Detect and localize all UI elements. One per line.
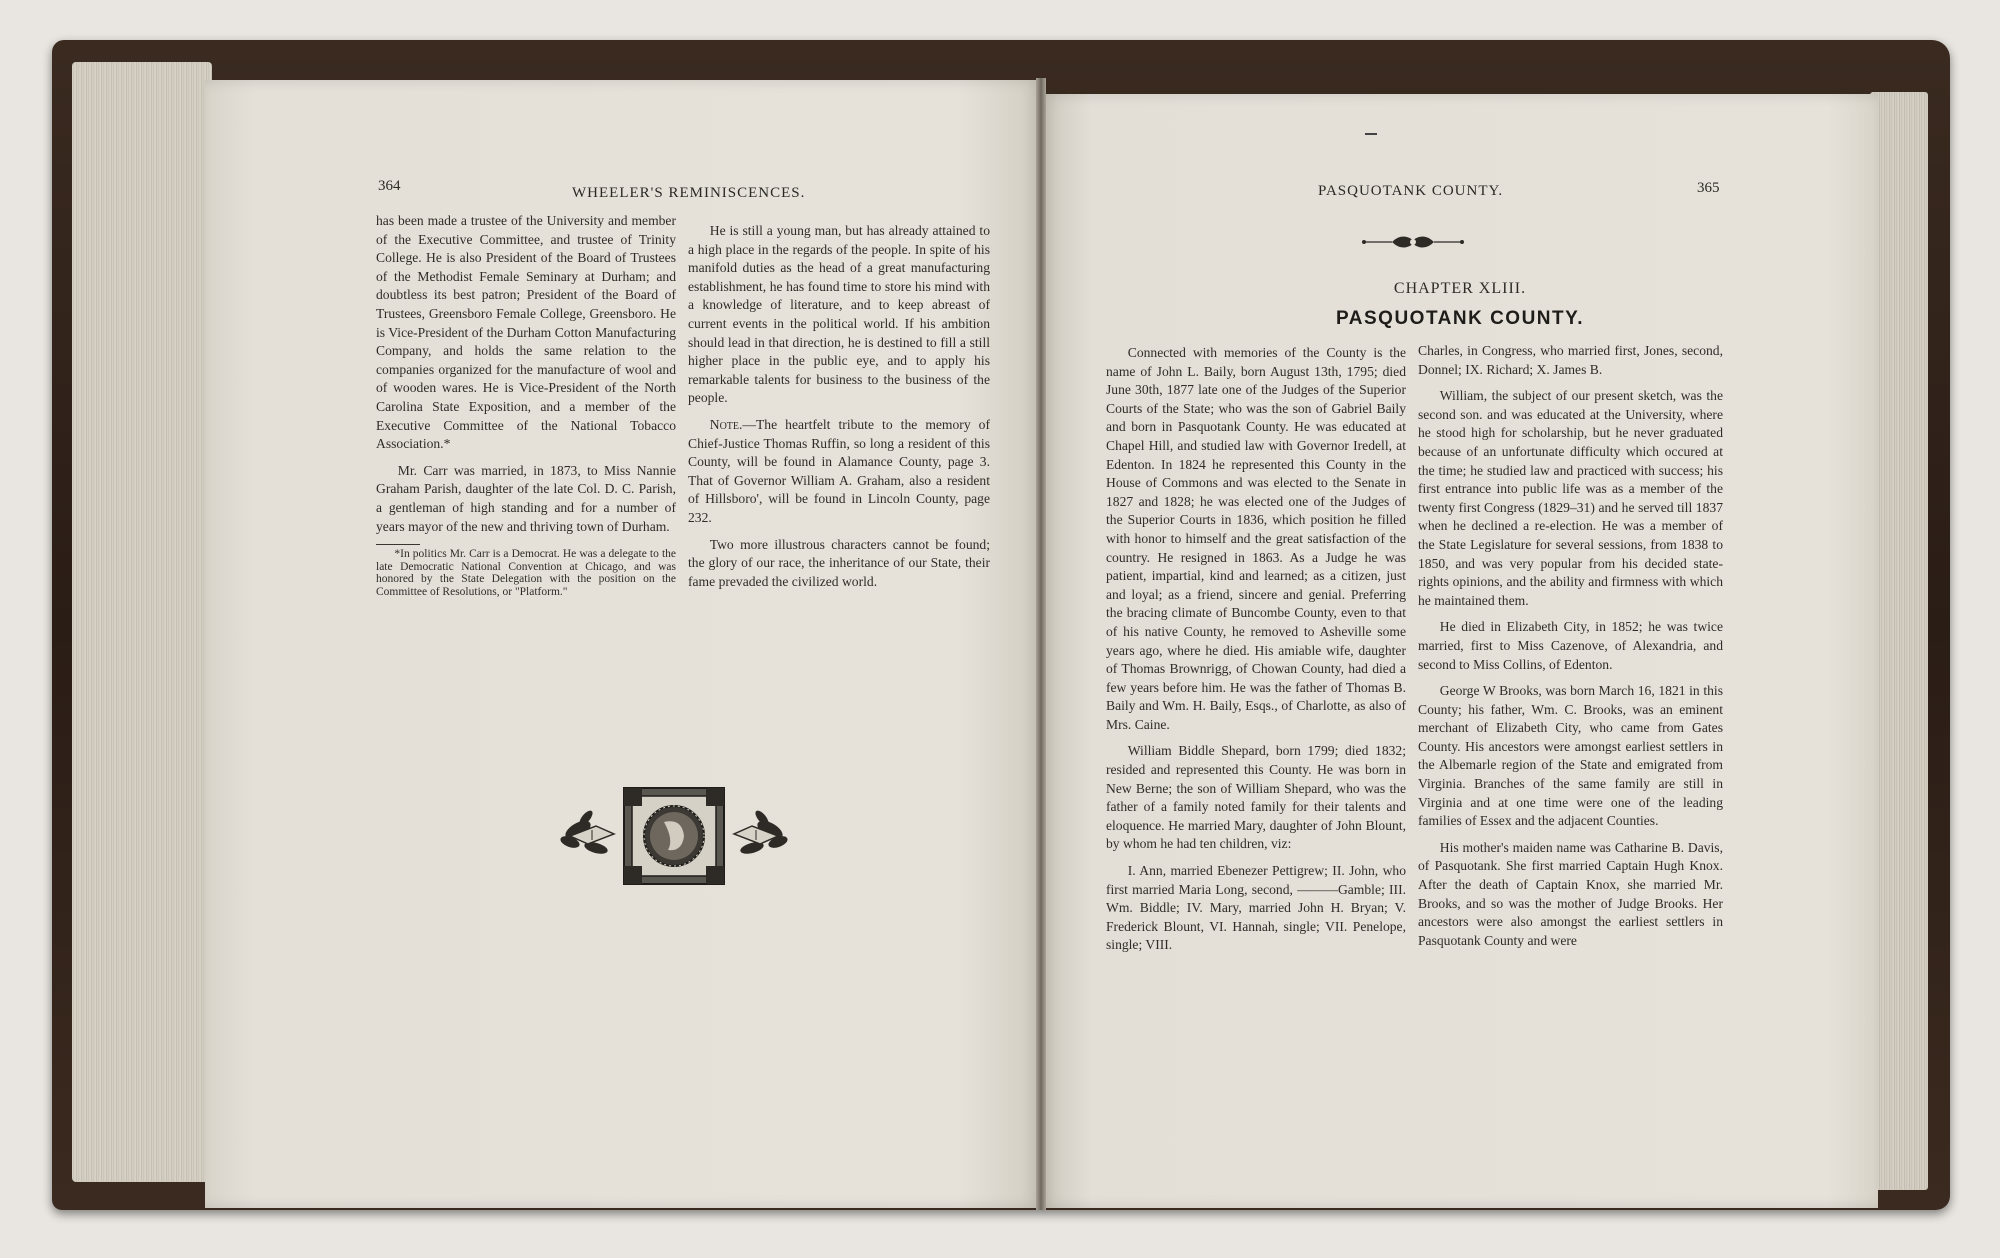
paragraph: George W Brooks, was born March 16, 1821 in this County; his father, Wm. C. Brooks, was an eminent merchant of Elizabeth City, who came from Gates County. His ancestors were amongst earliest settlers in the Albemarle region of the State and emigrated from Virginia. Branches of the same family are still in Virginia and at one time were one of the leading families of Essex and the adjacent Counties. [1418,683,1723,829]
tailpiece-vignette-ornament [556,782,792,888]
chapter-title: PASQUOTANK COUNTY. [1336,308,1584,329]
chapter-number: CHAPTER XLIII. [1393,280,1527,297]
paragraph: He is still a young man, but has already attained to a high place in the regards of the people. In spite of his manifold duties as the head of a great manufacturing establishment, he has found time to store his mind with a knowledge of literature, and to keep abreast of current events in the political world. If his ambition should lead in that direction, he is destined to fill a still higher place in the public eye, and to apply his remarkable talents for business to the business of the people. [688,223,990,406]
paragraph: His mother's maiden name was Catharine B. Davis, of Pasquotank. She first married Captain Hugh Knox. After the death of Captain Knox, she married Mr. Brooks, and so was the mother of Judge Brooks. Her ancestors were also amongst the earliest settlers in Pasquotank County and were [1418,839,1723,948]
right-page-column-2 [1418,342,1723,958]
left-running-head: WHEELER'S REMINISCENCES. [572,185,806,201]
paragraph: Mr. Carr was married, in 1873, to Miss Nannie Graham Parish, daughter of the late Col. D. C. Parish, a gentleman of high standing and for a number of years mayor of the new and thriving town of Durham. [376,462,676,534]
footnote: *In politics Mr. Carr is a Democrat. He was a delegate to the late Democratic National Convention at Chicago, and was honored by the State Delegation with the position on the Committee of Resolutions, or "Platform." [376,548,676,598]
note-text: —The heartfelt tribute to the memory of Chief-Justice Thomas Ruffin, so long a resident of this County, will be found in Alamance County, page 3. That of Governor William A. Graham, also a resident of Hillsboro', will be found in Lincoln County, page 232. [688,416,990,525]
printer-mark [1365,133,1377,135]
paragraph: William, the subject of our present sketch, was the second son. and was educated at the University, where he stood high for scholarship, but he never graduated because of an unfortunate difficulty which occured at the time; he studied law and practiced with success; his first entrance into public life was as a member of the twenty first Congress (1829–31) and he served till 1837 when he declined a re-election. He was a member of the State Legislature for several sessions, from 1838 to 1850, and was very popular from his decided state-rights opinions, and the ability and firmness with which he maintained them. [1418,388,1723,608]
note-paragraph [688,416,990,528]
paragraph: He died in Elizabeth City, in 1852; he was twice married, first to Miss Cazenove, of Alexandria, and second to Miss Collins, of Edenton. [1418,619,1723,672]
footnote-rule [376,544,420,545]
left-page-column-1 [376,212,676,606]
paragraph: Charles, in Congress, who married first, Jones, second, Donnel; IX. Richard; X. James B. [1418,343,1723,377]
paragraph: has been made a trustee of the University and member of the Executive Committee, and trustee of Trinity College. He is also President of the Board of Trustees of the Methodist Female Seminary at Durham; and doubtless its best patron; President of the Board of Trustees, Greensboro Female College, Greensboro. He is Vice-President of the Durham Cotton Manufacturing Company, and holds the same relation to the companies organized for the manufacture of wool and of wooden wares. He is Vice-President of the North Carolina State Exposition, and a member of the Executive Committee of the National Tobacco Association.* [376,213,676,452]
right-page-column-1 [1106,344,1406,963]
left-page-number: 364 [378,178,401,194]
page-edges-right [1870,92,1928,1190]
right-running-head: PASQUOTANK COUNTY. [1318,183,1504,199]
page-edges-left [72,62,212,1182]
chapter-head-ornament [1362,232,1464,252]
note-label: Note. [709,416,743,432]
book-gutter [1036,78,1046,1210]
paragraph: William Biddle Shepard, born 1799; died 1832; resided and represented this County. He was born in New Berne; the son of William Shepard, who was the father of a family noted family for their talents and eloquence. He married Mary, daughter of John Blount, by whom he had ten children, viz: [1106,743,1406,852]
paragraph: Two more illustrous characters cannot be found; the glory of our race, the inheritance of our State, their fame prevaded the civilized world. [688,536,990,589]
right-page-number: 365 [1697,180,1720,196]
paragraph: Connected with memories of the County is the name of John L. Baily, born August 13th, 1795; died June 30th, 1877 late one of the Judges of the Superior Courts of the State; who was the son of Gabriel Baily and born in Pasquotank County. He was educated at Chapel Hill, and studied law with Governor Iredell, at Edenton. In 1824 he represented this County in the House of Commons and was elected to the Senate in 1827 and 1828; he was elected one of the Judges of the Superior Courts in 1836, which position he filled with honor to himself and the great satisfaction of the country. He resigned in 1863. As a Judge he was patient, impartial, kind and learned; as a citizen, just and loyal; as a friend, sincere and genial. Preferring the bracing climate of Buncombe County, even to that of his native County, he removed to Asheville some years ago, where he died. His amiable wife, daughter of Thomas Brownrigg, of Chowan County, had died a few years before him. He was the father of Thomas B. Baily and Wm. H. Baily, Esqs., of Charlotte, as also of Mrs. Caine. [1106,345,1406,732]
paragraph: I. Ann, married Ebenezer Pettigrew; II. John, who first married Maria Long, second, ———Gamble; III. Wm. Biddle; IV. Mary, married John H. Bryan; V. Frederick Blount, VI. Hannah, single; VII. Penelope, single; VIII. [1106,863,1406,953]
left-page-column-2 [688,222,990,599]
